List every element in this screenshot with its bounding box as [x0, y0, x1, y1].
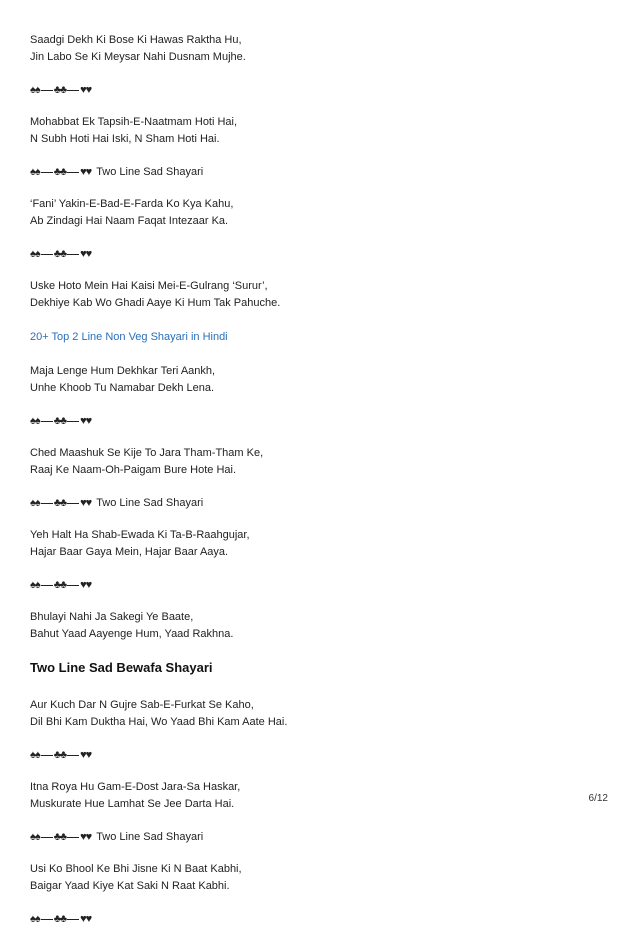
separator: ♠♠ ♣♣ ♥♥ — [30, 415, 92, 427]
related-post-link[interactable]: 20+ Top 2 Line Non Veg Shayari in Hindi — [30, 331, 228, 343]
line: Uske Hoto Mein Hai Kaisi Mei-E-Gulrang ‘Surur’, — [30, 280, 268, 292]
separator-with-title: ♠♠ ♣♣ ♥♥ Two Line Sad Shayari — [30, 166, 204, 178]
page-number: 6/12 — [588, 793, 608, 804]
stanza-1 — [30, 32, 608, 66]
line: N Subh Hoti Hai Iski, N Sham Hoti Hai. — [30, 133, 220, 145]
line: Bhulayi Nahi Ja Sakegi Ye Baate, — [30, 611, 194, 623]
line: Maja Lenge Hum Dekhkar Teri Aankh, — [30, 365, 216, 377]
stanza-8 — [30, 609, 608, 643]
line: Usi Ko Bhool Ke Bhi Jisne Ki N Baat Kabhi, — [30, 863, 242, 875]
line: Itna Roya Hu Gam-E-Dost Jara-Sa Haskar, — [30, 781, 241, 793]
line: Unhe Khoob Tu Namabar Dekh Lena. — [30, 382, 215, 394]
line: Yeh Halt Ha Shab-Ewada Ki Ta-B-Raahgujar, — [30, 529, 250, 541]
stanza-7 — [30, 527, 608, 561]
stanza-2 — [30, 114, 608, 148]
section-heading: Two Line Sad Bewafa Shayari — [30, 660, 213, 675]
line: ‘Fani’ Yakin-E-Bad-E-Farda Ko Kya Kahu, — [30, 198, 234, 210]
stanza-3 — [30, 196, 608, 230]
line: Mohabbat Ek Tapsih-E-Naatmam Hoti Hai, — [30, 116, 238, 128]
separator: ♠♠ ♣♣ ♥♥ — [30, 248, 92, 260]
line: Muskurate Hue Lamhat Se Jee Darta Hai. — [30, 798, 235, 810]
separator-with-title: ♠♠ ♣♣ ♥♥ Two Line Sad Shayari — [30, 497, 204, 509]
line: Aur Kuch Dar N Gujre Sab-E-Furkat Se Kaho, — [30, 699, 254, 711]
separator: ♠♠ ♣♣ ♥♥ — [30, 913, 92, 925]
line: Bahut Yaad Aayenge Hum, Yaad Rakhna. — [30, 628, 234, 640]
content-column — [30, 32, 608, 943]
line: Saadgi Dekh Ki Bose Ki Hawas Raktha Hu, — [30, 34, 242, 46]
stanza-11 — [30, 861, 608, 895]
line: Ab Zindagi Hai Naam Faqat Intezaar Ka. — [30, 215, 229, 227]
stanza-5 — [30, 363, 608, 397]
line: Raaj Ke Naam-Oh-Paigam Bure Hote Hai. — [30, 464, 237, 476]
line: Baigar Yaad Kiye Kat Saki N Raat Kabhi. — [30, 880, 230, 892]
separator-with-title: ♠♠ ♣♣ ♥♥ Two Line Sad Shayari — [30, 831, 204, 843]
stanza-6 — [30, 445, 608, 479]
stanza-10 — [30, 779, 608, 813]
stanza-9 — [30, 697, 608, 731]
separator: ♠♠ ♣♣ ♥♥ — [30, 579, 92, 591]
line: Ched Maashuk Se Kije To Jara Tham-Tham Ke, — [30, 447, 264, 459]
line: Jin Labo Se Ki Meysar Nahi Dusnam Mujhe. — [30, 51, 246, 63]
line: Dekhiye Kab Wo Ghadi Aaye Ki Hum Tak Pahuche. — [30, 297, 281, 309]
separator: ♠♠ ♣♣ ♥♥ — [30, 749, 92, 761]
stanza-4 — [30, 278, 608, 312]
line: Dil Bhi Kam Duktha Hai, Wo Yaad Bhi Kam Aate Hai. — [30, 716, 288, 728]
separator: ♠♠ ♣♣ ♥♥ — [30, 84, 92, 96]
line: Hajar Baar Gaya Mein, Hajar Baar Aaya. — [30, 546, 229, 558]
